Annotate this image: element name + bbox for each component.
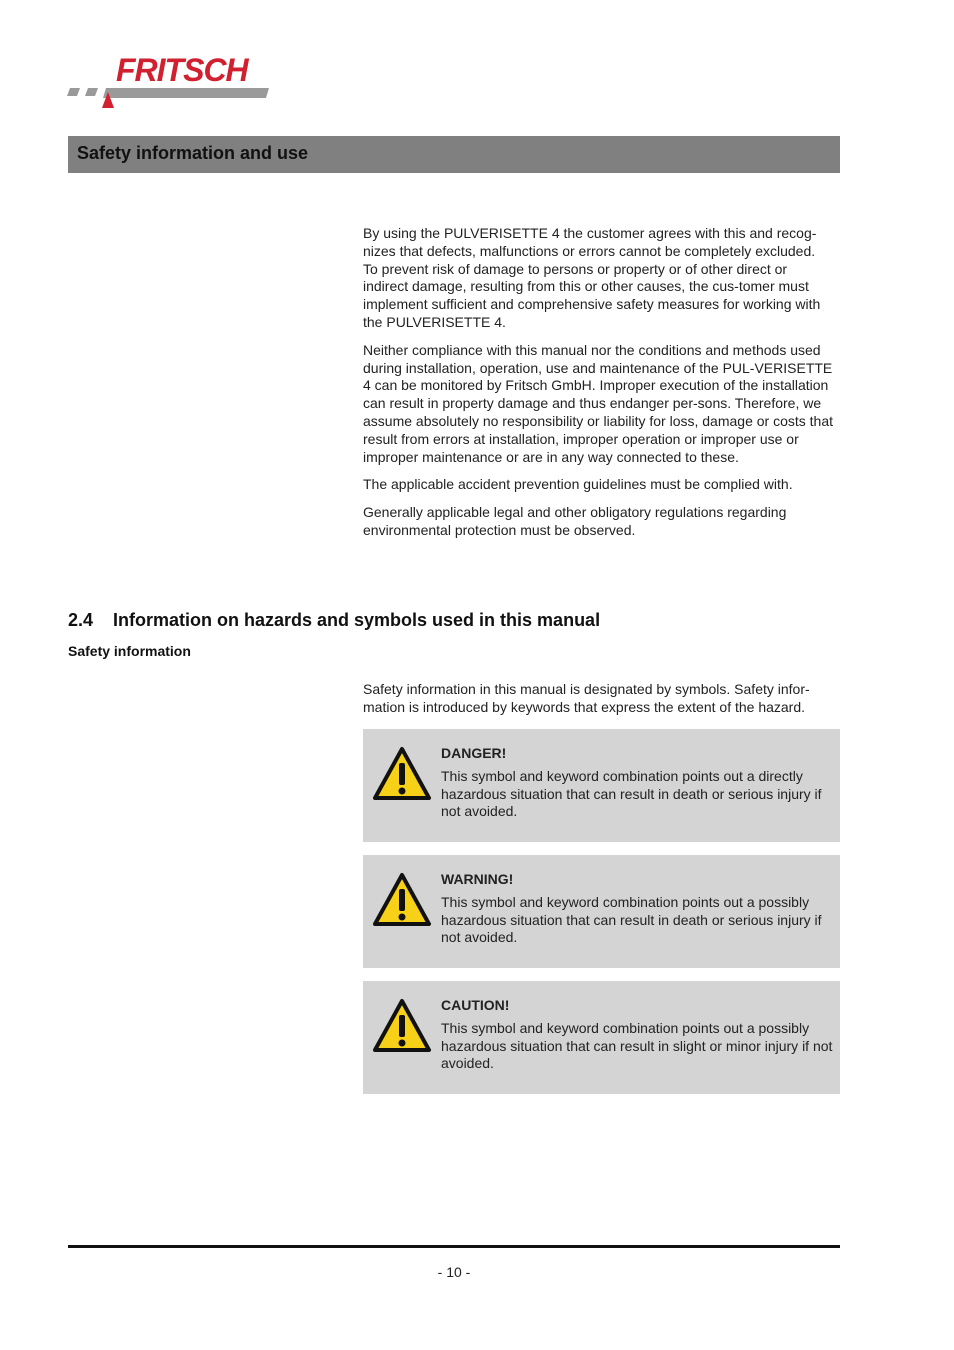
danger-box <box>363 729 840 842</box>
page-number: - 10 - <box>437 1264 471 1280</box>
hazard-text <box>441 997 836 1073</box>
paragraph: The applicable accident prevention guidelines must be complied with. <box>363 476 793 493</box>
paragraph: Generally applicable legal and other obligatory regulations regarding environmental protection must be observed. <box>363 504 787 538</box>
safety-intro-block <box>363 681 833 727</box>
hazard-keyword: DANGER! <box>441 745 507 761</box>
logo-wordmark: FRITSCH <box>116 52 248 88</box>
caution-box <box>363 981 840 1094</box>
warning-triangle-icon <box>372 746 432 802</box>
section-number: 2.4 <box>68 610 94 630</box>
section-heading-2-4 <box>68 610 600 631</box>
hazard-text <box>441 745 836 821</box>
hazard-keyword: CAUTION! <box>441 997 510 1013</box>
footer-rule <box>68 1245 840 1248</box>
paragraph: Safety information in this manual is designated by symbols. Safety infor-mation is introduced by keywords that express the extent of the hazard. <box>363 681 810 715</box>
hazard-keyword: WARNING! <box>441 871 514 887</box>
section-title: Safety information and use <box>77 143 309 163</box>
hazard-description: This symbol and keyword combination points out a possibly hazardous situation that can result in death or serious injury if not avoided. <box>441 893 822 946</box>
section-header-bar <box>68 136 840 173</box>
intro-text-block <box>363 225 833 550</box>
fritsch-logo <box>66 52 286 112</box>
warning-triangle-icon <box>372 872 432 928</box>
paragraph: Neither compliance with this manual nor the conditions and methods used during installation, operation, use and maintenance of the PUL-VERISETTE 4 can be monitored by Fritsch GmbH. Improper execution of the installation can result in property damage and thus endanger per-sons. Therefore, we assume absolutely no responsibility or liability for loss, damage or costs that result from errors at installation, improper operation or improper use or improper maintenance or are in any way connected to these. <box>363 341 833 465</box>
warning-box <box>363 855 840 968</box>
hazard-description: This symbol and keyword combination points out a directly hazardous situation that can result in death or serious injury if not avoided. <box>441 767 822 820</box>
section-heading-text: Information on hazards and symbols used in this manual <box>113 610 601 630</box>
hazard-description: This symbol and keyword combination points out a possibly hazardous situation that can result in slight or minor injury if not avoided. <box>441 1019 833 1072</box>
hazard-text <box>441 871 836 947</box>
paragraph: By using the PULVERISETTE 4 the customer agrees with this and recog-nizes that defects, malfunctions or errors cannot be completely excluded. To prevent risk of damage to persons or property or of other direct or indirect damage, resulting from this or other causes, the cus-tomer must implement sufficient and comprehensive safety measures for working with the PULVERISETTE 4. <box>363 225 821 330</box>
warning-triangle-icon <box>372 998 432 1054</box>
subheading-safety-information: Safety information <box>68 643 191 659</box>
